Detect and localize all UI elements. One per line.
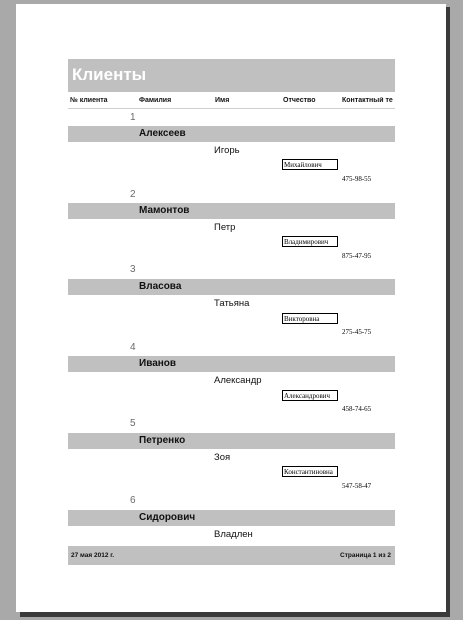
surname-band bbox=[68, 356, 395, 372]
record-first-name: Александр bbox=[214, 375, 262, 386]
header-divider bbox=[68, 108, 395, 109]
surname-band bbox=[68, 279, 395, 295]
record-first-name: Петр bbox=[214, 222, 236, 233]
report-title: Клиенты bbox=[72, 65, 147, 84]
record-patronymic: Константиновна bbox=[282, 466, 338, 477]
record-phone: 458-74-65 bbox=[342, 405, 372, 413]
record-first-name: Татьяна bbox=[214, 298, 250, 309]
column-header-phone: Контактный те bbox=[342, 97, 393, 104]
record-surname: Сидорович bbox=[139, 512, 196, 523]
footer-date: 27 мая 2012 г. bbox=[71, 552, 115, 559]
footer-page-number: Страница 1 из 2 bbox=[340, 552, 391, 559]
record-surname: Петренко bbox=[139, 435, 186, 446]
record-id: 4 bbox=[130, 342, 136, 353]
surname-band bbox=[68, 433, 395, 449]
report-page bbox=[16, 4, 446, 612]
record-first-name: Зоя bbox=[214, 452, 231, 463]
record-phone: 875-47-95 bbox=[342, 252, 372, 260]
record-id: 5 bbox=[130, 418, 136, 429]
record-patronymic: Викторовна bbox=[282, 313, 338, 324]
record-phone: 275-45-75 bbox=[342, 328, 372, 336]
column-header-id: № клиента bbox=[70, 97, 108, 104]
surname-band bbox=[68, 510, 395, 526]
record-surname: Алексеев bbox=[139, 128, 186, 139]
column-header-first-name: Имя bbox=[215, 97, 230, 104]
record-id: 6 bbox=[130, 495, 136, 506]
column-header-patronymic: Отчество bbox=[283, 97, 316, 104]
record-patronymic: Михайлович bbox=[282, 159, 338, 170]
record-surname: Власова bbox=[139, 281, 182, 292]
column-header-surname: Фамилия bbox=[139, 97, 172, 104]
record-patronymic: Александрович bbox=[282, 390, 338, 401]
record-id: 3 bbox=[130, 264, 136, 275]
record-phone: 547-58-47 bbox=[342, 482, 372, 490]
record-id: 2 bbox=[130, 189, 136, 200]
record-patronymic: Владимирович bbox=[282, 236, 338, 247]
record-surname: Иванов bbox=[139, 358, 177, 369]
surname-band bbox=[68, 126, 395, 142]
surname-band bbox=[68, 203, 395, 219]
page-footer bbox=[68, 546, 395, 565]
record-phone: 475-98-55 bbox=[342, 175, 372, 183]
report-title-band bbox=[68, 59, 395, 92]
record-id: 1 bbox=[130, 112, 136, 123]
record-surname: Мамонтов bbox=[139, 205, 190, 216]
record-first-name: Игорь bbox=[214, 145, 240, 156]
record-first-name: Владлен bbox=[214, 529, 253, 540]
